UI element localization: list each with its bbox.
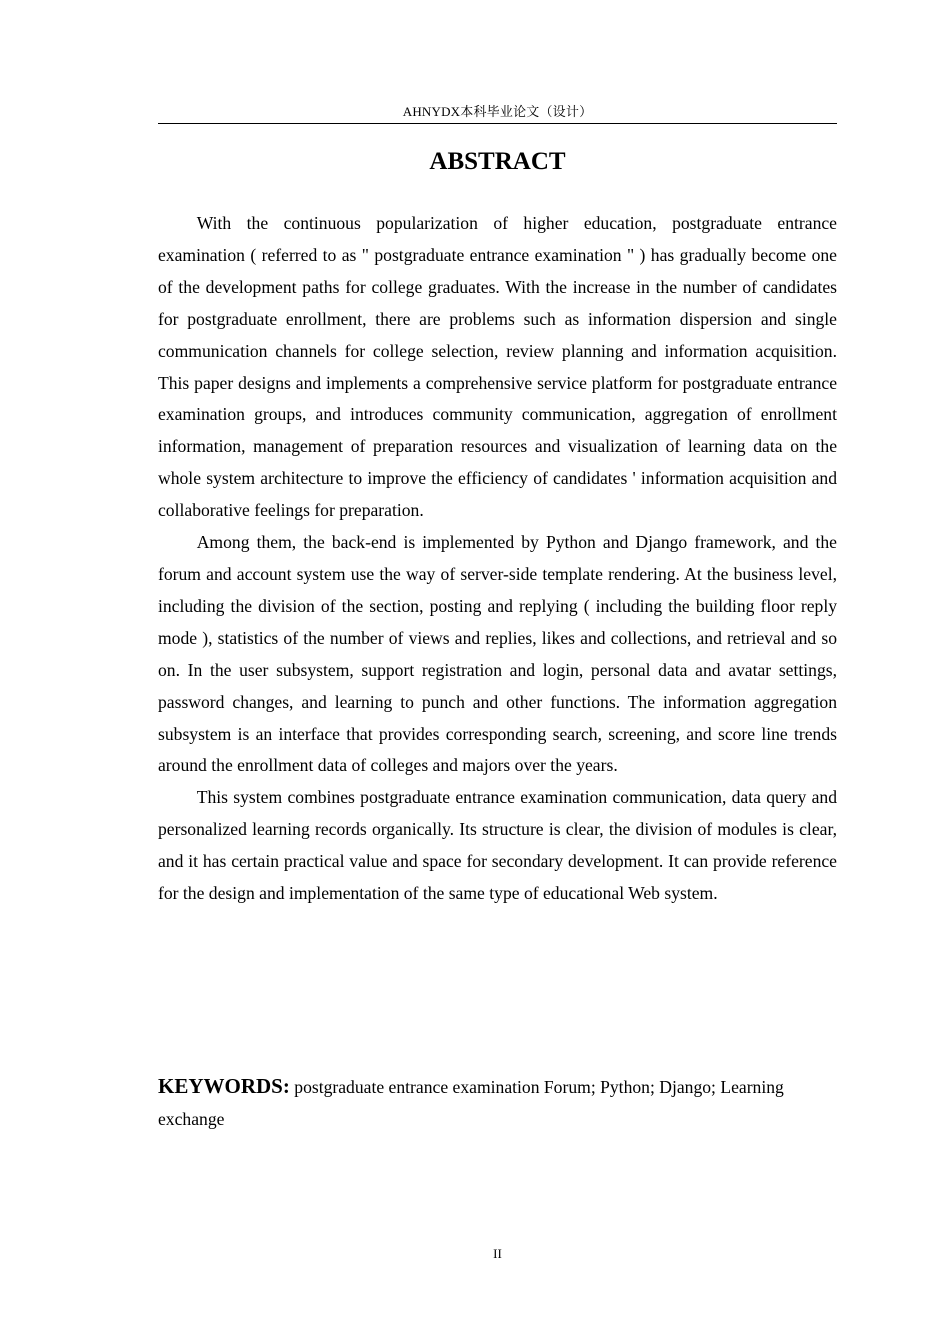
header-rule <box>158 123 837 124</box>
keywords-label: KEYWORDS: <box>158 1074 290 1098</box>
abstract-paragraph-1: With the continuous popularization of higher education, postgraduate entrance examination ( referred to as " postgraduate entrance examination " ) has gradually become one of the development paths for college graduates. With the increase in the number of candidates for postgraduate enrollment, there are problems such as information dispersion and single communication channels for college selection, review planning and information acquisition. This paper designs and implements a comprehensive service platform for postgraduate entrance examination groups, and introduces community communication, aggregation of enrollment information, management of preparation resources and visualization of learning data on the whole system architecture to improve the efficiency of candidates ' information acquisition and collaborative feelings for preparation. <box>158 213 837 521</box>
abstract-paragraph-2: Among them, the back-end is implemented by Python and Django framework, and the forum and account system use the way of server-side template rendering. At the business level, including the division of the section, posting and replying ( including the building floor reply mode ), statistics of the number of views and replies, likes and collections, and retrieval and so on. In the user subsystem, support registration and login, personal data and avatar settings, password changes, and learning to punch and other functions. The information aggregation subsystem is an interface that provides corresponding search, screening, and score line trends around the enrollment data of colleges and majors over the years. <box>158 532 837 776</box>
keywords-line <box>158 1070 837 1135</box>
running-header: AHNYDX本科毕业论文（设计） <box>402 104 593 119</box>
page-title: ABSTRACT <box>429 148 566 175</box>
page-number: II <box>493 1246 502 1261</box>
abstract-body <box>158 208 837 910</box>
keywords-text: postgraduate entrance examination Forum; Python; Django; Learning exchange <box>158 1077 784 1129</box>
abstract-paragraph-3: This system combines postgraduate entrance examination communication, data query and personalized learning records organically. Its structure is clear, the division of modules is clear, and it has certain practical value and space for secondary development. It can provide reference for the design and implementation of the same type of educational Web system. <box>158 787 837 904</box>
